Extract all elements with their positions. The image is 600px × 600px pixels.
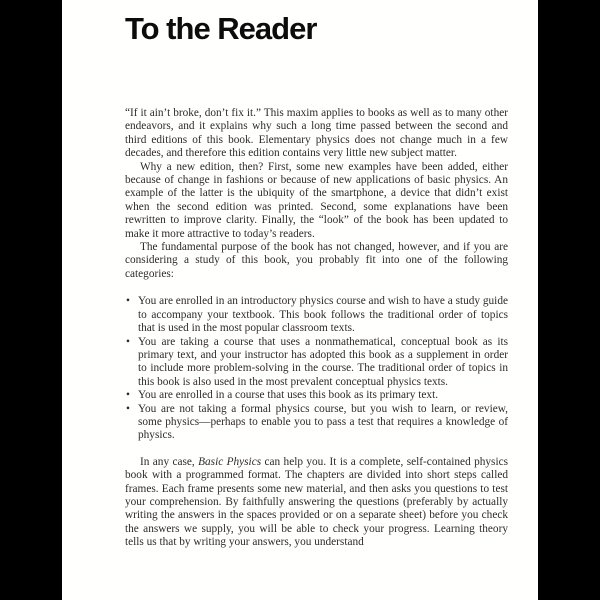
paragraph-intro: “If it ain’t broke, don’t fix it.” This maxim applies to books as well as to many other endeavors, and it explains why such a long time passed between the second and third editions of this book. Elementary physics does not change much in a few decades, and therefore this edition contains very little new subject matter. bbox=[125, 107, 508, 160]
paragraph-purpose: The fundamental purpose of the book has not changed, however, and if you are considering a study of this book, you probably fit into one of the following categories: bbox=[125, 241, 508, 280]
list-item-text: You are taking a course that uses a nonmathematical, conceptual book as its primary text, and your instructor has adopted this book as a supplement in order to include more problem-solving in the course. The traditional order of topics in this book is also used in the most prevalent conceptual physics texts. bbox=[138, 335, 508, 388]
paragraph-new-edition: Why a new edition, then? First, some new examples have been added, either because of change in fashions or because of new applications of basic physics. An example of the latter is the ubiquity of the smartphone, a device that didn’t exist when the second edition was printed. Second, some explanations have been rewritten to improve clarity. Finally, the “look” of the book has been updated to make it more attractive to today’s readers. bbox=[125, 160, 508, 240]
bullet-icon: • bbox=[126, 402, 130, 415]
closing-text-after: can help you. It is a complete, self-contained physics book with a programmed format. The chapters are divided into short steps called frames. Each frame presents some new material, and then asks you questions to test your comprehension. By faithfully answering the questions (preferably by actually writing the answers in the spaces provided or on a separate sheet) before you check the answers we supply, you will be able to check your progress. Learning theory tells us that by writing your answers, you understand bbox=[125, 455, 508, 549]
page-title: To the Reader bbox=[125, 11, 317, 46]
bullet-icon: • bbox=[126, 335, 130, 348]
list-item-text: You are enrolled in an introductory physics course and wish to have a study guide to accompany your textbook. This book follows the traditional order of topics that is used in the most popular classroom texts. bbox=[138, 295, 508, 335]
list-item bbox=[125, 295, 508, 335]
list-item bbox=[125, 336, 508, 390]
list-item-text: You are not taking a formal physics course, but you wish to learn, or review, some physics—perhaps to enable you to pass a test that requires a knowledge of physics. bbox=[138, 402, 508, 442]
bullet-icon: • bbox=[126, 389, 130, 402]
page-body bbox=[125, 107, 508, 550]
list-item bbox=[125, 403, 508, 443]
bullet-icon: • bbox=[126, 295, 130, 308]
list-item bbox=[125, 389, 508, 402]
paragraph-closing bbox=[125, 456, 508, 550]
list-item-text: You are enrolled in a course that uses this book as its primary text. bbox=[138, 389, 439, 402]
book-page bbox=[62, 0, 538, 600]
reader-categories-list bbox=[125, 295, 508, 442]
book-title-italic: Basic Physics bbox=[198, 455, 262, 468]
closing-text-before: In any case, bbox=[140, 455, 199, 468]
